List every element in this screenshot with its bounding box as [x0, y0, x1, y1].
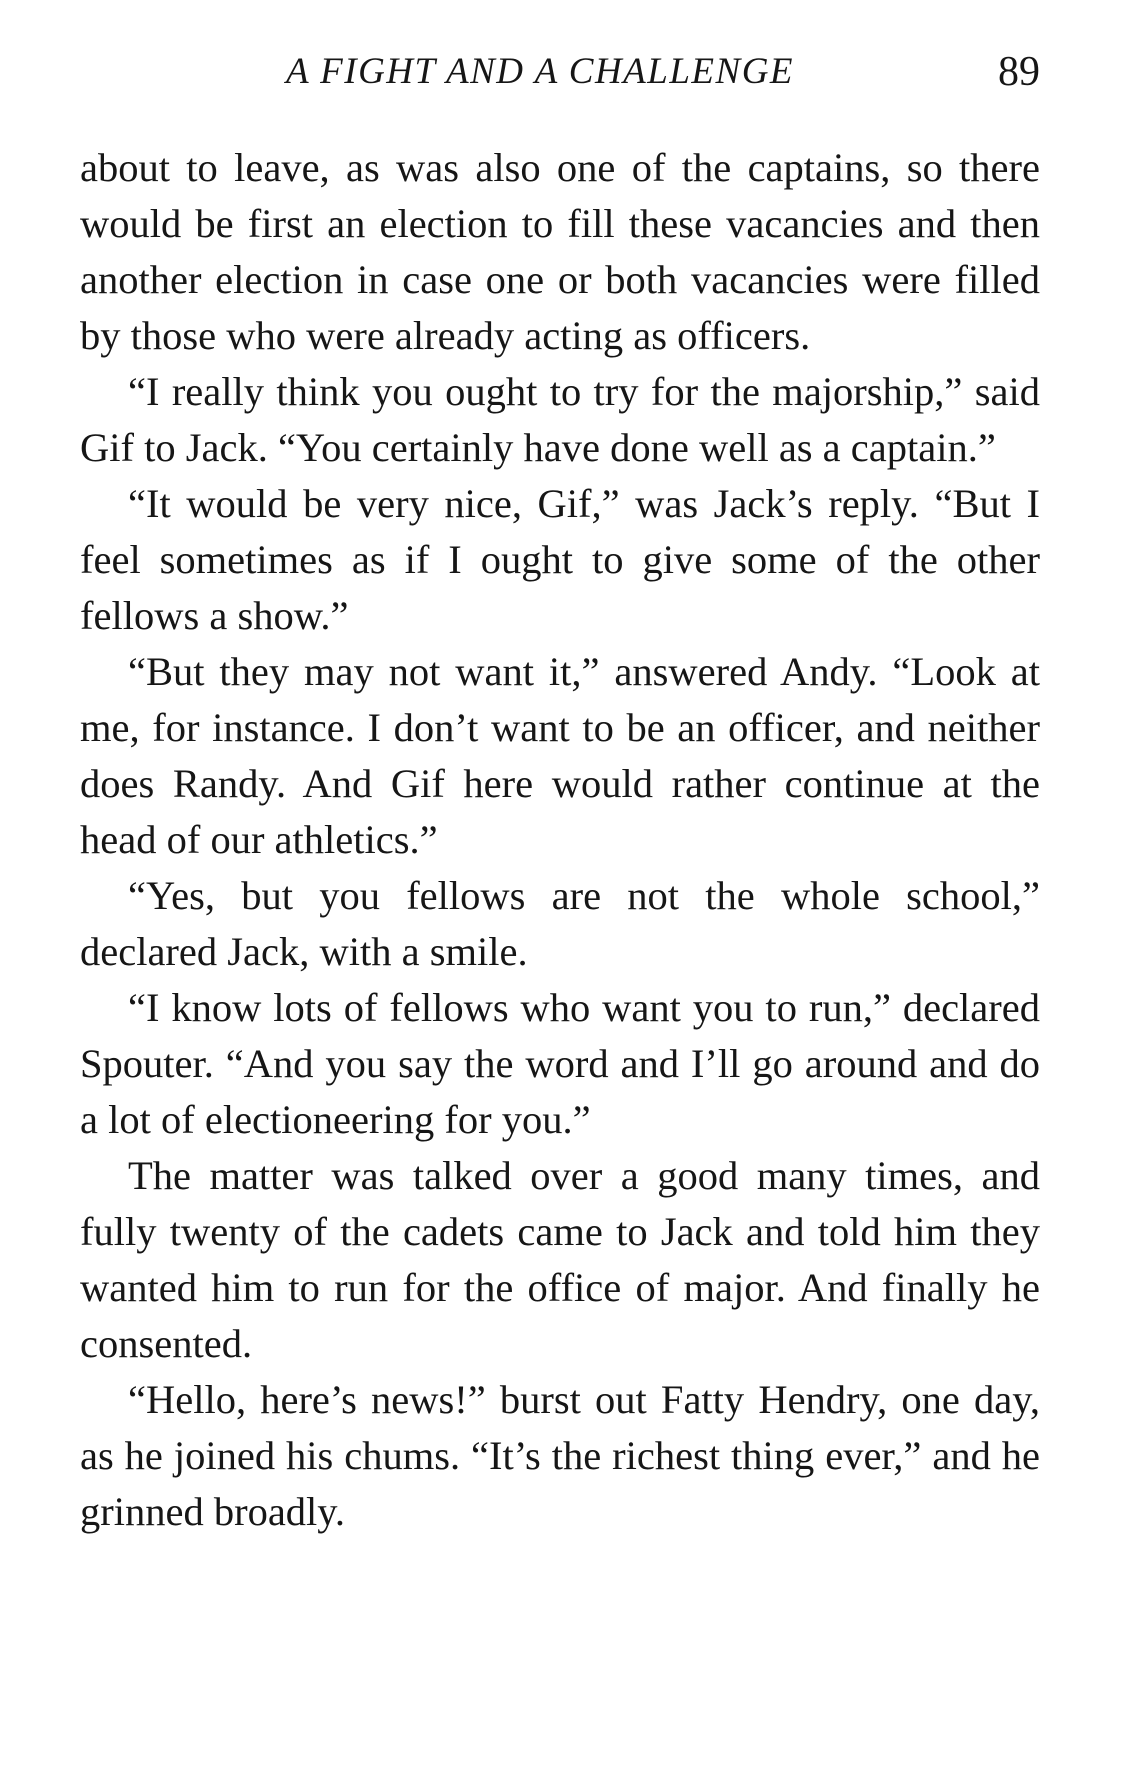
paragraph: “Hello, here’s news!” burst out Fatty Hendry, one day, as he joined his chums. “It’s the richest thing ever,” and he grinned broadly. [80, 1377, 1040, 1534]
paragraph: “Yes, but you fellows are not the whole school,” declared Jack, with a smile. [80, 873, 1040, 974]
paragraph: “But they may not want it,” answered Andy. “Look at me, for instance. I don’t want to be an officer, and neither does Randy. And Gif here would rather continue at the head of our athletics.” [80, 649, 1040, 862]
paragraph: “It would be very nice, Gif,” was Jack’s reply. “But I feel sometimes as if I ought to give some of the other fellows a show.” [80, 481, 1040, 638]
paragraph-continued: about to leave, as was also one of the captains, so there would be first an election to fill these vacancies and then another election in case one or both vacancies were filled by those who were already acting as officers. [80, 145, 1040, 358]
page-header [80, 42, 1040, 102]
body-text [80, 140, 1040, 1540]
paragraph: “I really think you ought to try for the majorship,” said Gif to Jack. “You certainly have done well as a captain.” [80, 369, 1040, 470]
paragraph: “I know lots of fellows who want you to run,” declared Spouter. “And you say the word and I’ll go around and do a lot of electioneering for you.” [80, 985, 1040, 1142]
paragraph: The matter was talked over a good many times, and fully twenty of the cadets came to Jack and told him they wanted him to run for the office of major. And finally he consented. [80, 1153, 1040, 1366]
page-number: 89 [998, 49, 1040, 95]
running-title: A FIGHT AND A CHALLENGE [285, 51, 795, 92]
